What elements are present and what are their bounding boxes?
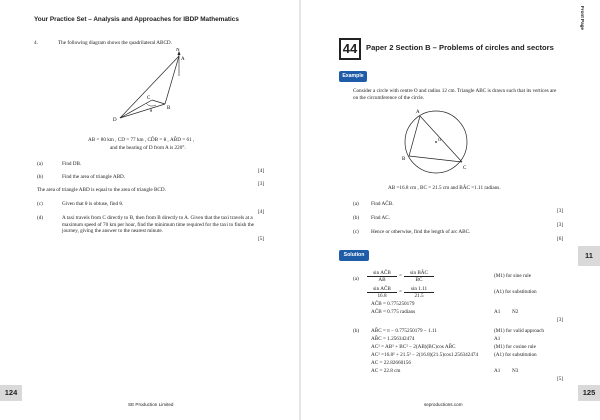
given-line-2: and the bearing of D from A is 220°. [110,145,186,151]
part-c-text: Given that θ is obtuse, find θ. [62,201,124,207]
ex-part-b-text: Find AC. [371,215,391,221]
sol-b-line2: AB̂C = 1.256342474 [371,336,415,342]
label-north: N [176,48,180,53]
part-b-label: (b) [37,174,44,180]
footer-right: seproductions.com [424,402,463,407]
sol-b-line1: AB̂C = π − 0.775250179 − 1.11 [371,328,437,334]
circle-diagram [400,104,472,180]
part-a-text: Find DB. [62,161,82,167]
sol-a-line3: AĈB = 0.775250179 [371,301,415,307]
sol-a-a1: A1 [494,309,501,315]
ex-part-c-label: (c) [353,229,359,235]
question-number: 4. [34,40,38,46]
part-a-marks: [4] [258,168,265,174]
part-b-marks: [3] [258,181,265,187]
ex-part-a-text: Find AĈB. [371,201,394,207]
part-b-text: Find the area of triangle ABD. [62,174,126,180]
given-line-1: AB = 80 km , CD = 77 km , CD̂B = θ , AB̂D = 61 , [88,137,195,143]
label-b: B [167,106,171,111]
ex-part-a-marks: [3] [557,208,564,214]
sol-a-n2: N2 [512,309,519,315]
part-d-text: A taxi travels from C directly to B, then from B directly to A. Given that the taxi travels at a maximum speed of 70 km per hour, find the minimum time required for the taxi to finish the journey, giving the answer to the nearest minute. [62,215,254,235]
page-number-left: 124 [0,385,22,401]
sol-a1-sub: (A1) for substitution [494,289,537,295]
part-c-marks: [4] [258,209,265,215]
ex-part-a-label: (a) [353,201,359,207]
sol-a-line4: AĈB = 0.775 radians [371,309,416,315]
sol-b-line4: AC² =16.8² + 21.5² − 2(16.8)(21.5)cos1.256342474 [371,352,479,358]
sol-b-line3: AC² = AB² + BC² − 2(AB)(BC)cos AB̂C [371,344,456,350]
section-title: Paper 2 Section B – Problems of circles and sectors [366,43,554,52]
area-statement: The area of triangle ABD is equal to the area of triangle BCD. [37,187,166,193]
sol-eq-2: = [399,289,402,295]
sol-b-cos: (M1) for cosine rule [494,344,536,350]
page-number-right: 125 [578,385,600,401]
frac1-den-right: BC [415,277,423,283]
label-theta: θ [150,108,153,113]
example-badge: Example [339,71,367,82]
sol-frac2-left [367,286,397,299]
frac1-num-right: sin BÂC [404,270,434,277]
part-d-label: (d) [37,215,44,221]
sol-frac1-left [367,270,397,283]
sol-b-m1: (M1) for valid approach [494,328,544,334]
example-given: AB =16.8 cm , BC = 21.5 cm and BÂC =1.11 radians. [388,185,501,191]
chapter-side-tab: 11 [578,246,600,266]
quadrilateral-diagram [110,48,210,130]
running-head: Your Practice Set – Analysis and Approaches for IBDP Mathematics [34,16,239,23]
sol-b-n3: N3 [512,368,519,374]
solution-badge: Solution [339,250,369,261]
circle-label-a: A [416,110,420,115]
sol-m1-sine: (M1) for sine rule [494,273,532,279]
sol-b-line6: AC = 22.8 cm [371,368,401,374]
part-d-marks: [5] [258,236,265,242]
circle-label-b: B [402,157,406,162]
sol-frac2-right [404,286,434,299]
ex-part-b-label: (b) [353,215,360,221]
part-a-label: (a) [37,161,43,167]
vertical-label: Front Page [580,6,585,30]
frac1-den-left: AB [378,277,386,283]
label-c: C [147,96,151,101]
section-number-badge: 44 [339,38,361,60]
frac1-num-left: sin AĈB [367,270,397,277]
sol-b-sub: (A1) for substitution [494,352,537,358]
sol-eq-1: = [399,273,402,279]
sol-frac1-right [404,270,434,283]
sol-b-line5: AC = 22.82660156 [371,360,411,366]
sol-a-label: (a) [353,276,359,282]
sol-b-a1: A1 [494,336,501,342]
frac2-num-right: sin 1.11 [404,286,434,293]
frac2-num-left: sin AĈB [367,286,397,293]
question-intro: The following diagram shows the quadrilateral ABCD. [58,40,172,46]
frac2-den-right: 21.5 [414,293,424,299]
sol-b-label: (b) [353,328,360,334]
label-d: D [113,118,117,123]
part-c-label: (c) [37,201,43,207]
footer-left: SE Production Limited [128,402,174,407]
ex-part-c-text: Hence or otherwise, find the length of arc ABC. [371,229,471,235]
circle-label-o: O [438,137,442,142]
label-a: A [181,57,185,62]
sol-b-a1b: A1 [494,368,501,374]
sol-b-marks: [5] [557,376,564,382]
ex-part-b-marks: [3] [557,222,564,228]
circle-label-c: C [463,166,467,171]
frac2-den-left: 16.8 [377,293,387,299]
ex-part-c-marks: [6] [557,236,564,242]
sol-a-marks: [3] [557,317,564,323]
example-text: Consider a circle with centre O and radius 12 cm. Triangle ABC is drawn such that its vertices are on the circumference of the circle. [353,88,557,101]
